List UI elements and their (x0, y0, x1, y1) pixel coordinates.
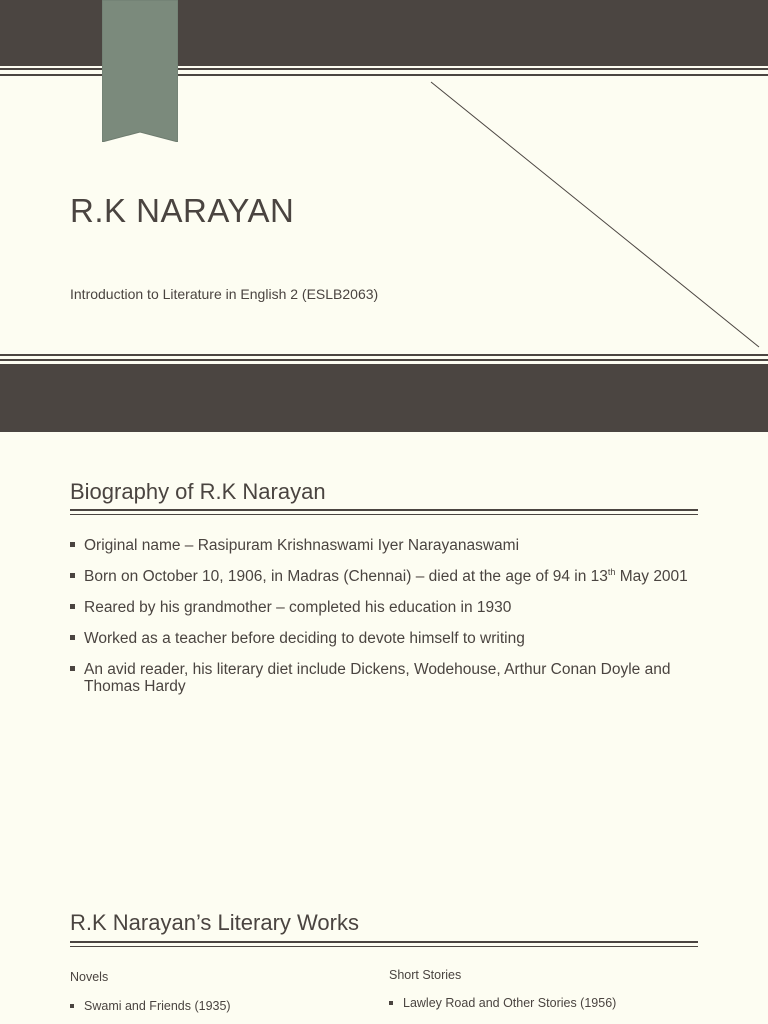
works-rule-1 (70, 941, 698, 943)
bullet-square (389, 1001, 393, 1005)
biography-heading: Biography of R.K Narayan (70, 479, 326, 504)
bottom-band (0, 364, 768, 432)
novel-item: Swami and Friends (1935) (70, 999, 231, 1013)
bullet-square (70, 635, 75, 640)
biography-rule-2 (70, 514, 698, 515)
biography-item: Worked as a teacher before deciding to devote himself to writing (70, 630, 698, 647)
bottom-rule-2 (0, 359, 768, 361)
bullet-square (70, 666, 75, 671)
bullet-square (70, 604, 75, 609)
biography-list (70, 537, 698, 695)
slide-subtitle: Introduction to Literature in English 2 (ESLB2063) (70, 286, 379, 302)
bullet-square (70, 573, 75, 578)
title-slide (0, 0, 768, 432)
biography-rule-1 (70, 509, 698, 511)
novels-heading: Novels (70, 970, 109, 984)
biography-item: Born on October 10, 1906, in Madras (Chennai) – died at the age of 94 in 13th May 2001 (70, 568, 698, 585)
biography-item: An avid reader, his literary diet include Dickens, Wodehouse, Arthur Conan Doyle and Thomas Hardy (70, 661, 698, 695)
bullet-square (70, 542, 75, 547)
works-heading: R.K Narayan’s Literary Works (70, 910, 359, 935)
ribbon-bookmark (102, 0, 178, 142)
biography-item: Original name – Rasipuram Krishnaswami Iyer Narayanaswami (70, 537, 698, 554)
short-stories-heading: Short Stories (389, 968, 462, 982)
short-story-item: Lawley Road and Other Stories (1956) (389, 996, 616, 1010)
slide-title: R.K NARAYAN (70, 192, 295, 229)
biography-item: Reared by his grandmother – completed his education in 1930 (70, 599, 698, 616)
works-rule-2 (70, 946, 698, 947)
bullet-square (70, 1004, 74, 1008)
bottom-rule-1 (0, 354, 768, 356)
